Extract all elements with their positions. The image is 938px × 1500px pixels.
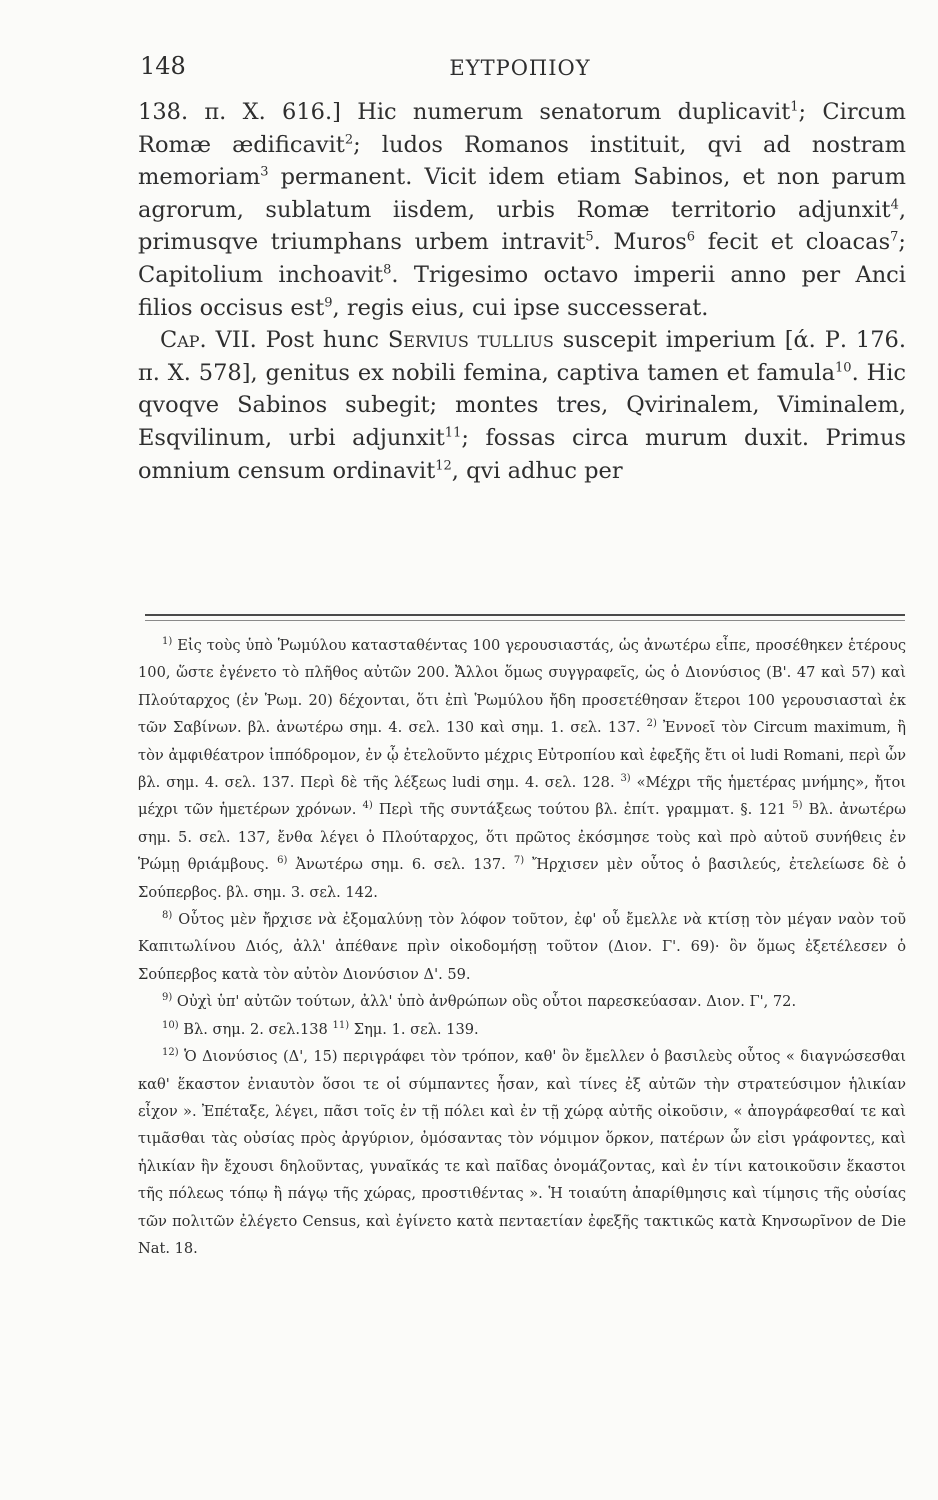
chapter-heading: Cap. VII. bbox=[160, 327, 257, 354]
running-title: ΕΥΤΡΟΠΙΟΥ bbox=[449, 56, 591, 80]
footnote-ref: 4 bbox=[890, 197, 899, 213]
footnote-ref: 10 bbox=[835, 360, 852, 376]
footnote-ref: 2 bbox=[344, 132, 354, 148]
footnote-12: $^{12)}$ Ὁ Διονύσιος (Δ', 15) περιγράφει τὸν τρόπον, καθ' ὃν ἔμελλεν ὁ βασιλεὺς οὗτος « διαγνώσεσθαι καθ' ἕκαστον ἐνιαυτὸν ὅσοι τε οἱ σύμπαντες ἦσαν, καὶ τίνες ἐξ αὐτῶν τὴν στρατεύσιμον ἡλικίαν εἶχον ». Ἐπέταξε, λέγει, πᾶσι τοῖς ἐν τῇ πόλει καὶ ἐν τῇ χώρᾳ αὐτῆς οἰκοῦσιν, « ἀπογράφεσθαί τε καὶ τιμᾶσθαι τὰς οὐσίας πρὸς ἀργύριον, ὀμόσαντας τὸν νόμιμον ὅρκον, πατέρων ὧν εἰσι γράφοντες, καὶ ἡλικίαν ἣν ἔχουσι δηλοῦντας, γυναῖκάς τε καὶ παῖδας ὀνομάζοντας, καὶ ἐν τίνι κατοικοῦσιν ἕκαστοι τῆς πόλεως τόπῳ ἢ πάγῳ τῆς χώρας, προστιθέντας ». Ἡ τοιαύτη ἀπαρίθμησις καὶ τίμησις τῆς οὐσίας τῶν πολιτῶν ἐλέγετο Census, καὶ ἐγίνετο κατὰ πενταετίαν ἐφεξῆς τακτικῶς κατὰ Κηνσωρῖνον de Die Nat. 18. bbox=[138, 1047, 906, 1257]
footnote-ref: 12 bbox=[435, 458, 452, 474]
footnote-ref: 11 bbox=[444, 425, 462, 441]
footnote-divider-thin bbox=[145, 620, 905, 621]
footnote-ref: 3 bbox=[260, 164, 269, 180]
footnote-10-11: $^{10)}$ Βλ. σημ. 2. σελ.138 $^{11)}$ Σημ. 1. σελ. 139. bbox=[162, 1019, 479, 1038]
page-header bbox=[140, 52, 900, 92]
footnote-8: $^{8)}$ Οὗτος μὲν ἤρχισε νὰ ἐξομαλύνῃ τὸν λόφον τοῦτον, ἐφ' οὗ ἔμελλε νὰ κτίσῃ τὸν μέγαν ναὸν τοῦ Καπιτωλίνου Διός, ἀλλ' ἀπέθανε πρὶν οἰκοδομήσῃ τοῦτον (Διον. Γ'. 69)· ὃν ὅμως ἐξετέλεσεν ὁ Σούπερβος κατὰ τὸν αὐτὸν Διονύσιον Δ'. 59. bbox=[138, 910, 906, 983]
main-text bbox=[138, 96, 906, 487]
page-number: 148 bbox=[140, 52, 186, 80]
main-paragraph: 138. π. X. 616.] Hic numerum senatorum duplicavit$^1$; Circum Romæ ædificavit$^2$; ludos Romanos instituit, qvi ad nostram memoriam$^3$ permanent. Vicit idem etiam Sabinos, et non parum agrorum, sublatum iisdem, urbis Romæ territorio adjunxit$^4$, primusqve triumphans urbem intravit$^5$. Muros$^6$ fecit et cloacas$^7$; Capitolium inchoavit$^8$. Trigesimo octavo imperii anno per Anci filios occisus est$^9$, regis eius, cui ipse successerat. bbox=[138, 99, 907, 321]
footnote-ref: 9 bbox=[324, 295, 333, 311]
footnote-ref: 6 bbox=[686, 229, 696, 245]
chapter-paragraph: Cap. VII. Post hunc Servius tullius suscepit imperium [ά. Ρ. 176. π. X. 578], genitus ex nobili femina, captiva tamen et famula$^{10}$. Hic qvoqve Sabinos subegit; montes tres, Qvirinalem, Viminalem, Esqvilinum, urbi adjunxit$^{11}$; fossas circa murum duxit. Primus omnium censum ordinavit$^{12}$, qvi adhuc per bbox=[138, 327, 907, 484]
footnote-divider bbox=[145, 614, 905, 616]
footnote-block: $^{1)}$ Εἰς τοὺς ὑπὸ Ῥωμύλου κατασταθέντας 100 γερουσιαστάς, ὡς ἀνωτέρω εἶπε, προσέθηκεν ἑτέρους 100, ὥστε ἐγένετο τὸ πλῆθος αὐτῶν 200. Ἄλλοι ὅμως συγγραφεῖς, ὡς ὁ Διονύσιος (Β'. 47 καὶ 57) καὶ Πλούταρχος (ἐν Ῥωμ. 20) δέχονται, ὅτι ἐπὶ Ῥωμύλου ἤδη προσετέθησαν ἕτεροι 100 γερουσιασταὶ ἐκ τῶν Σαβίνων. βλ. ἀνωτέρω σημ. 4. σελ. 130 καὶ σημ. 1. σελ. 137. $^{2)}$ Ἐννοεῖ τὸν Circum maximum, ἢ τὸν ἀμφιθέατρον ἱππόδρομον, ἐν ᾧ ἐτελοῦντο μέχρις Εὐτροπίου καὶ ἐφεξῆς ἔτι οἱ ludi Romani, περὶ ὧν βλ. σημ. 4. σελ. 137. Περὶ δὲ τῆς λέξεως ludi σημ. 4. σελ. 128. $^{3)}$ «Μέχρι τῆς ἡμετέρας μνήμης», ἤτοι μέχρι τῶν ἡμετέρων χρόνων. $^{4)}$ Περὶ τῆς συντάξεως τούτου βλ. ἐπίτ. γραμματ. §. 121 $^{5)}$ Βλ. ἀνωτέρω σημ. 5. σελ. 137, ἔνθα λέγει ὁ Πλούταρχος, ὅτι πρῶτος ἐκόσμησε τοὺς καὶ πρὸ αὐτοῦ συνήθεις ἐν Ῥώμῃ θριάμβους. $^{6)}$ Ἀνωτέρω σημ. 6. σελ. 137. $^{7)}$ Ἤρχισεν μὲν οὗτος ὁ βασιλεύς, ἐτελείωσε δὲ ὁ Σούπερβος. βλ. σημ. 3. σελ. 142. bbox=[138, 636, 907, 901]
footnote-ref: 7 bbox=[890, 229, 899, 245]
king-name: Servius tullius bbox=[387, 327, 554, 354]
footnotes bbox=[138, 632, 906, 1262]
footnote-ref: 5 bbox=[585, 229, 594, 245]
footnote-9: $^{9)}$ Οὐχὶ ὑπ' αὐτῶν τούτων, ἀλλ' ὑπὸ ἀνθρώπων οὓς οὗτοι παρεσκεύασαν. Διον. Γ', 72. bbox=[162, 992, 797, 1011]
footnote-ref: 8 bbox=[383, 262, 392, 278]
footnote-ref: 1 bbox=[790, 99, 799, 115]
